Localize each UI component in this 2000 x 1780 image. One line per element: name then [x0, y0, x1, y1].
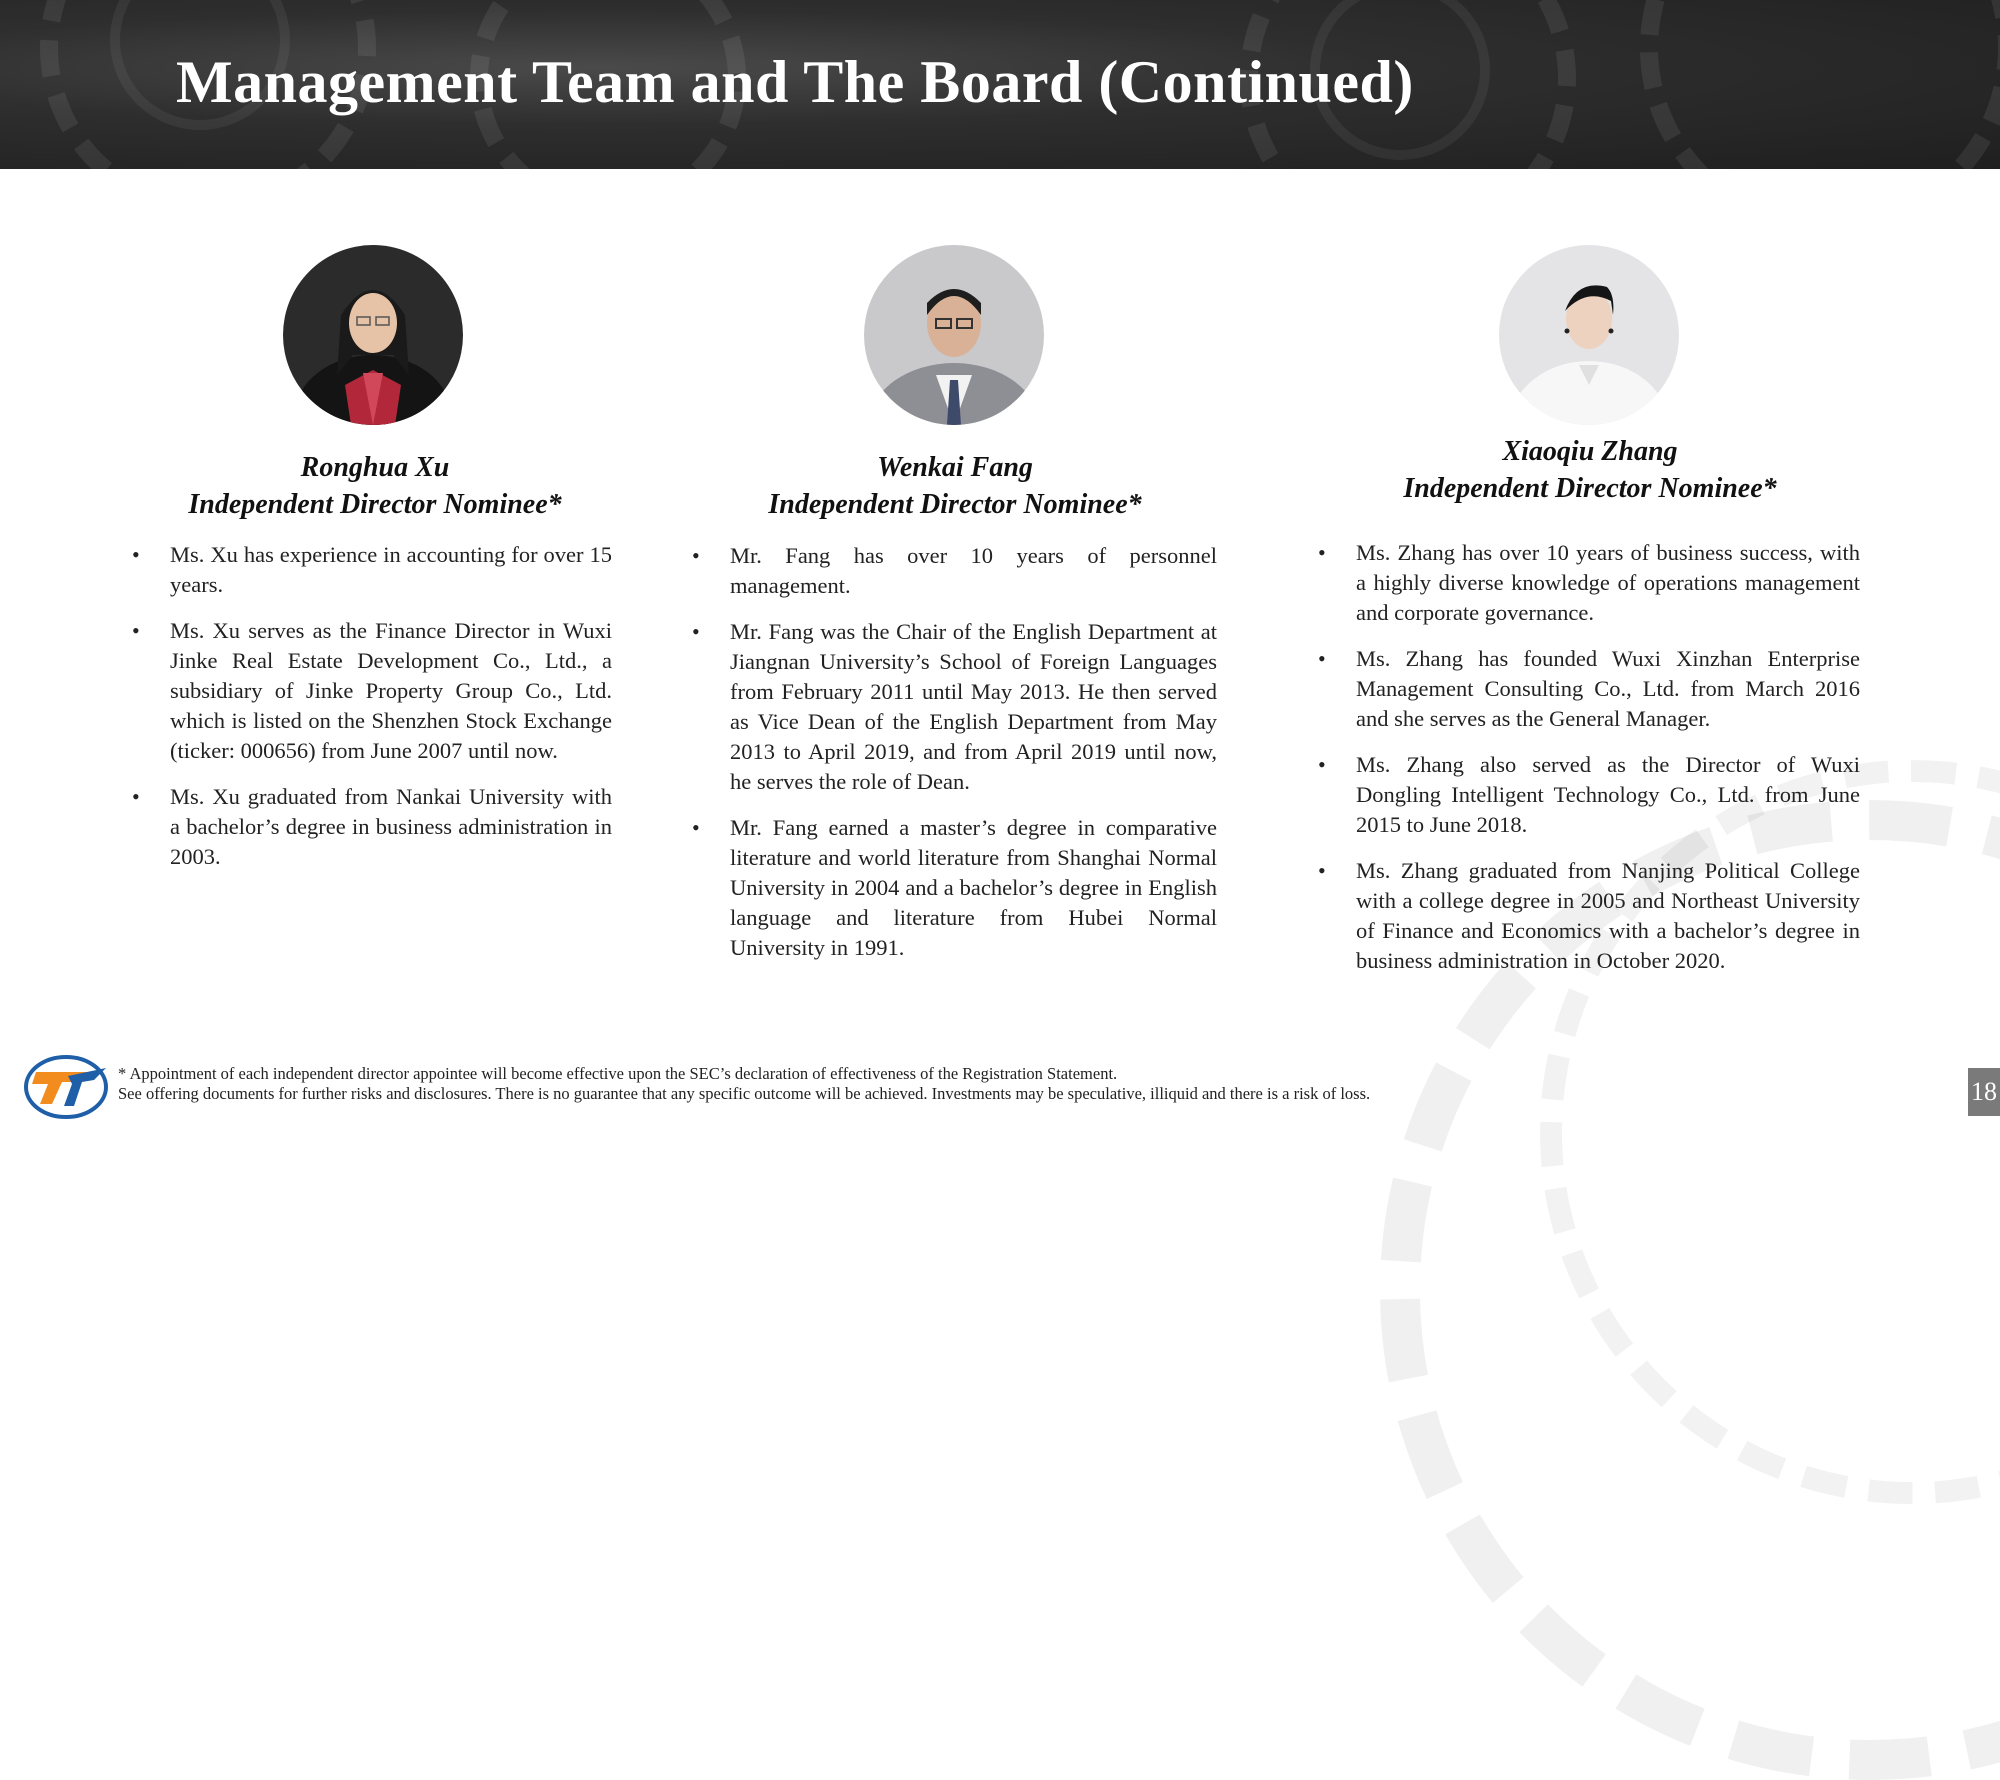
person-role: Independent Director Nominee* [1403, 473, 1777, 504]
bullet-icon: • [1318, 646, 1326, 671]
bullet-icon: • [692, 619, 700, 644]
bio-item: • Ms. Zhang has founded Wuxi Xinzhan Enterprise Management Consulting Co., Ltd. from March 2016 and she serves as the General Manager. [1318, 646, 1860, 731]
portrait-photo [1499, 245, 1679, 425]
person-name: Wenkai Fang [877, 452, 1033, 483]
bullet-icon: • [1318, 540, 1326, 565]
bio-item: • Mr. Fang was the Chair of the English Department at Jiangnan University’s School of Foreign Languages from February 2011 until May 2013. He then served as Vice Dean of the English Department from May 2013 to April 2019, and from April 2019 until now, he serves the role of Dean. [692, 619, 1217, 794]
page-title: Management Team and The Board (Continued) [176, 49, 1414, 115]
page-number-badge: 18 [1968, 1068, 2000, 1116]
person-role: Independent Director Nominee* [768, 489, 1142, 520]
bio-list [692, 541, 1217, 979]
person-role: Independent Director Nominee* [188, 489, 562, 520]
bio-item: • Ms. Zhang also served as the Director of Wuxi Dongling Intelligent Technology Co., Ltd. from June 2015 to June 2018. [1318, 752, 1860, 837]
header-banner [0, 0, 2000, 169]
bio-item: • Mr. Fang earned a master’s degree in comparative literature and world literature from Shanghai Normal University in 2004 and a bachelor’s degree in English language and literature from Hubei Normal University in 1991. [692, 815, 1217, 960]
person-heading [160, 449, 590, 523]
bio-item: • Ms. Zhang has over 10 years of business success, with a highly diverse knowledge of operations management and corporate governance. [1318, 540, 1860, 625]
bio-item: • Ms. Xu serves as the Finance Director in Wuxi Jinke Real Estate Development Co., Ltd., a subsidiary of Jinke Property Group Co., Ltd. which is listed on the Shenzhen Stock Exchange (ticker: 000656) from June 2007 until now. [132, 618, 612, 763]
avatar [864, 245, 1044, 425]
footnote [118, 1064, 1370, 1104]
bullet-icon: • [1318, 752, 1326, 777]
avatar [283, 245, 463, 425]
avatar [1499, 245, 1679, 425]
person-heading [1375, 433, 1805, 507]
company-logo [22, 1054, 110, 1120]
bio-item: • Ms. Xu graduated from Nankai University with a bachelor’s degree in business administration in 2003. [132, 784, 612, 869]
bullet-icon: • [692, 543, 700, 568]
person-name: Xiaoqiu Zhang [1502, 436, 1678, 467]
logo-icon [22, 1054, 110, 1120]
footnote-appointment: * Appointment of each independent director appointee will become effective upon the SEC’s declaration of effectiveness of the Registration Statement. [118, 1064, 1118, 1083]
footnote-disclaimer: See offering documents for further risks and disclosures. There is no guarantee that any specific outcome will be achieved. Investments may be speculative, illiquid and there is a risk of loss. [118, 1084, 1371, 1103]
bio-item: • Ms. Xu has experience in accounting for over 15 years. [132, 542, 612, 597]
bio-list [1318, 538, 1860, 992]
bullet-icon: • [692, 815, 700, 840]
bio-item: • Mr. Fang has over 10 years of personnel management. [692, 543, 1217, 598]
person-name: Ronghua Xu [300, 452, 450, 483]
bullet-icon: • [1318, 858, 1326, 883]
person-heading [740, 449, 1170, 523]
bio-item: • Ms. Zhang graduated from Nanjing Political College with a college degree in 2005 and Northeast University of Finance and Economics with a bachelor’s degree in business administration in October 2020. [1318, 858, 1860, 973]
portrait-photo [864, 245, 1044, 425]
bullet-icon: • [132, 784, 140, 809]
gear-decoration [1640, 0, 2000, 169]
bullet-icon: • [132, 618, 140, 643]
bio-list [132, 540, 612, 888]
bullet-icon: • [132, 542, 140, 567]
portrait-photo [283, 245, 463, 425]
